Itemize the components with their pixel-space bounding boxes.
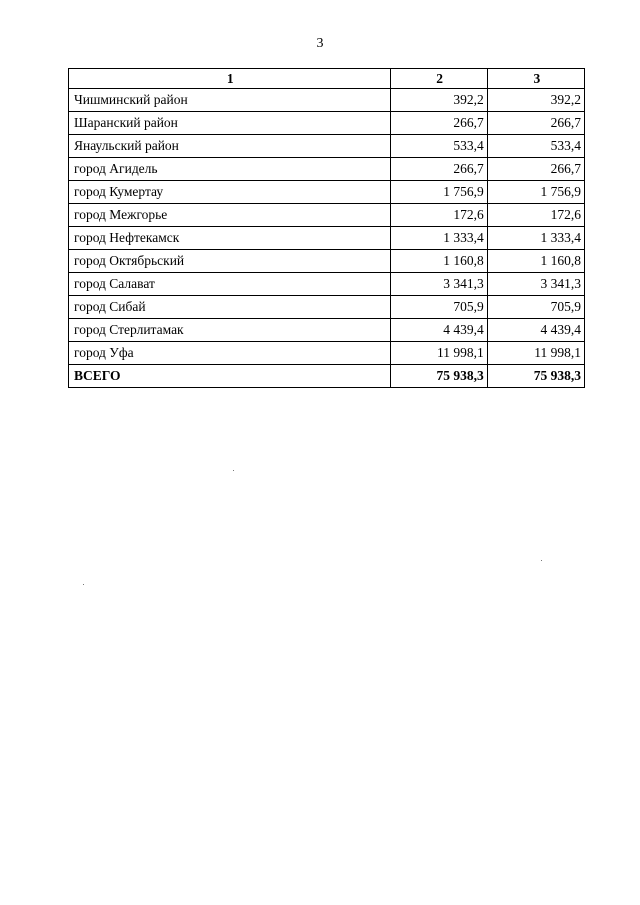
row-col2: 392,2 xyxy=(390,89,487,112)
row-col3: 172,6 xyxy=(487,204,584,227)
table-row xyxy=(69,227,585,250)
row-col3: 533,4 xyxy=(487,135,584,158)
row-col3: 3 341,3 xyxy=(487,273,584,296)
row-name: город Межгорье xyxy=(69,204,391,227)
row-name: город Сибай xyxy=(69,296,391,319)
row-name: город Уфа xyxy=(69,342,391,365)
row-col2: 1 756,9 xyxy=(390,181,487,204)
row-col2: 705,9 xyxy=(390,296,487,319)
row-name: город Нефтекамск xyxy=(69,227,391,250)
row-col2: 3 341,3 xyxy=(390,273,487,296)
header-col-2: 2 xyxy=(390,69,487,89)
row-name: Янаульский район xyxy=(69,135,391,158)
table-header xyxy=(69,69,585,89)
table-row xyxy=(69,158,585,181)
table-row xyxy=(69,181,585,204)
table-row xyxy=(69,112,585,135)
table-row xyxy=(69,296,585,319)
row-col2: 1 333,4 xyxy=(390,227,487,250)
row-col2: 266,7 xyxy=(390,158,487,181)
row-name: город Агидель xyxy=(69,158,391,181)
row-col3: 4 439,4 xyxy=(487,319,584,342)
total-label: ВСЕГО xyxy=(69,365,391,388)
total-col3: 75 938,3 xyxy=(487,365,584,388)
row-name: город Салават xyxy=(69,273,391,296)
row-name: город Октябрьский xyxy=(69,250,391,273)
row-name: Шаранский район xyxy=(69,112,391,135)
row-col2: 4 439,4 xyxy=(390,319,487,342)
table-row xyxy=(69,342,585,365)
row-col2: 172,6 xyxy=(390,204,487,227)
table-row xyxy=(69,89,585,112)
row-name: город Кумертау xyxy=(69,181,391,204)
scan-speck xyxy=(233,470,234,471)
header-col-3: 3 xyxy=(487,69,584,89)
row-col2: 11 998,1 xyxy=(390,342,487,365)
row-col3: 705,9 xyxy=(487,296,584,319)
table-body xyxy=(69,89,585,388)
row-col3: 392,2 xyxy=(487,89,584,112)
row-col3: 1 333,4 xyxy=(487,227,584,250)
total-row xyxy=(69,365,585,388)
row-col2: 266,7 xyxy=(390,112,487,135)
scan-speck xyxy=(83,584,84,585)
table-row xyxy=(69,204,585,227)
row-col3: 1 756,9 xyxy=(487,181,584,204)
row-col3: 11 998,1 xyxy=(487,342,584,365)
total-col2: 75 938,3 xyxy=(390,365,487,388)
table-row xyxy=(69,250,585,273)
row-col3: 266,7 xyxy=(487,158,584,181)
row-col2: 533,4 xyxy=(390,135,487,158)
table-row xyxy=(69,273,585,296)
table-row xyxy=(69,319,585,342)
scan-speck xyxy=(541,560,542,561)
row-col3: 266,7 xyxy=(487,112,584,135)
header-row xyxy=(69,69,585,89)
page-number: 3 xyxy=(316,36,324,51)
row-name: Чишминский район xyxy=(69,89,391,112)
header-col-1: 1 xyxy=(69,69,391,89)
budget-table xyxy=(68,68,585,388)
row-name: город Стерлитамак xyxy=(69,319,391,342)
row-col2: 1 160,8 xyxy=(390,250,487,273)
row-col3: 1 160,8 xyxy=(487,250,584,273)
table-row xyxy=(69,135,585,158)
